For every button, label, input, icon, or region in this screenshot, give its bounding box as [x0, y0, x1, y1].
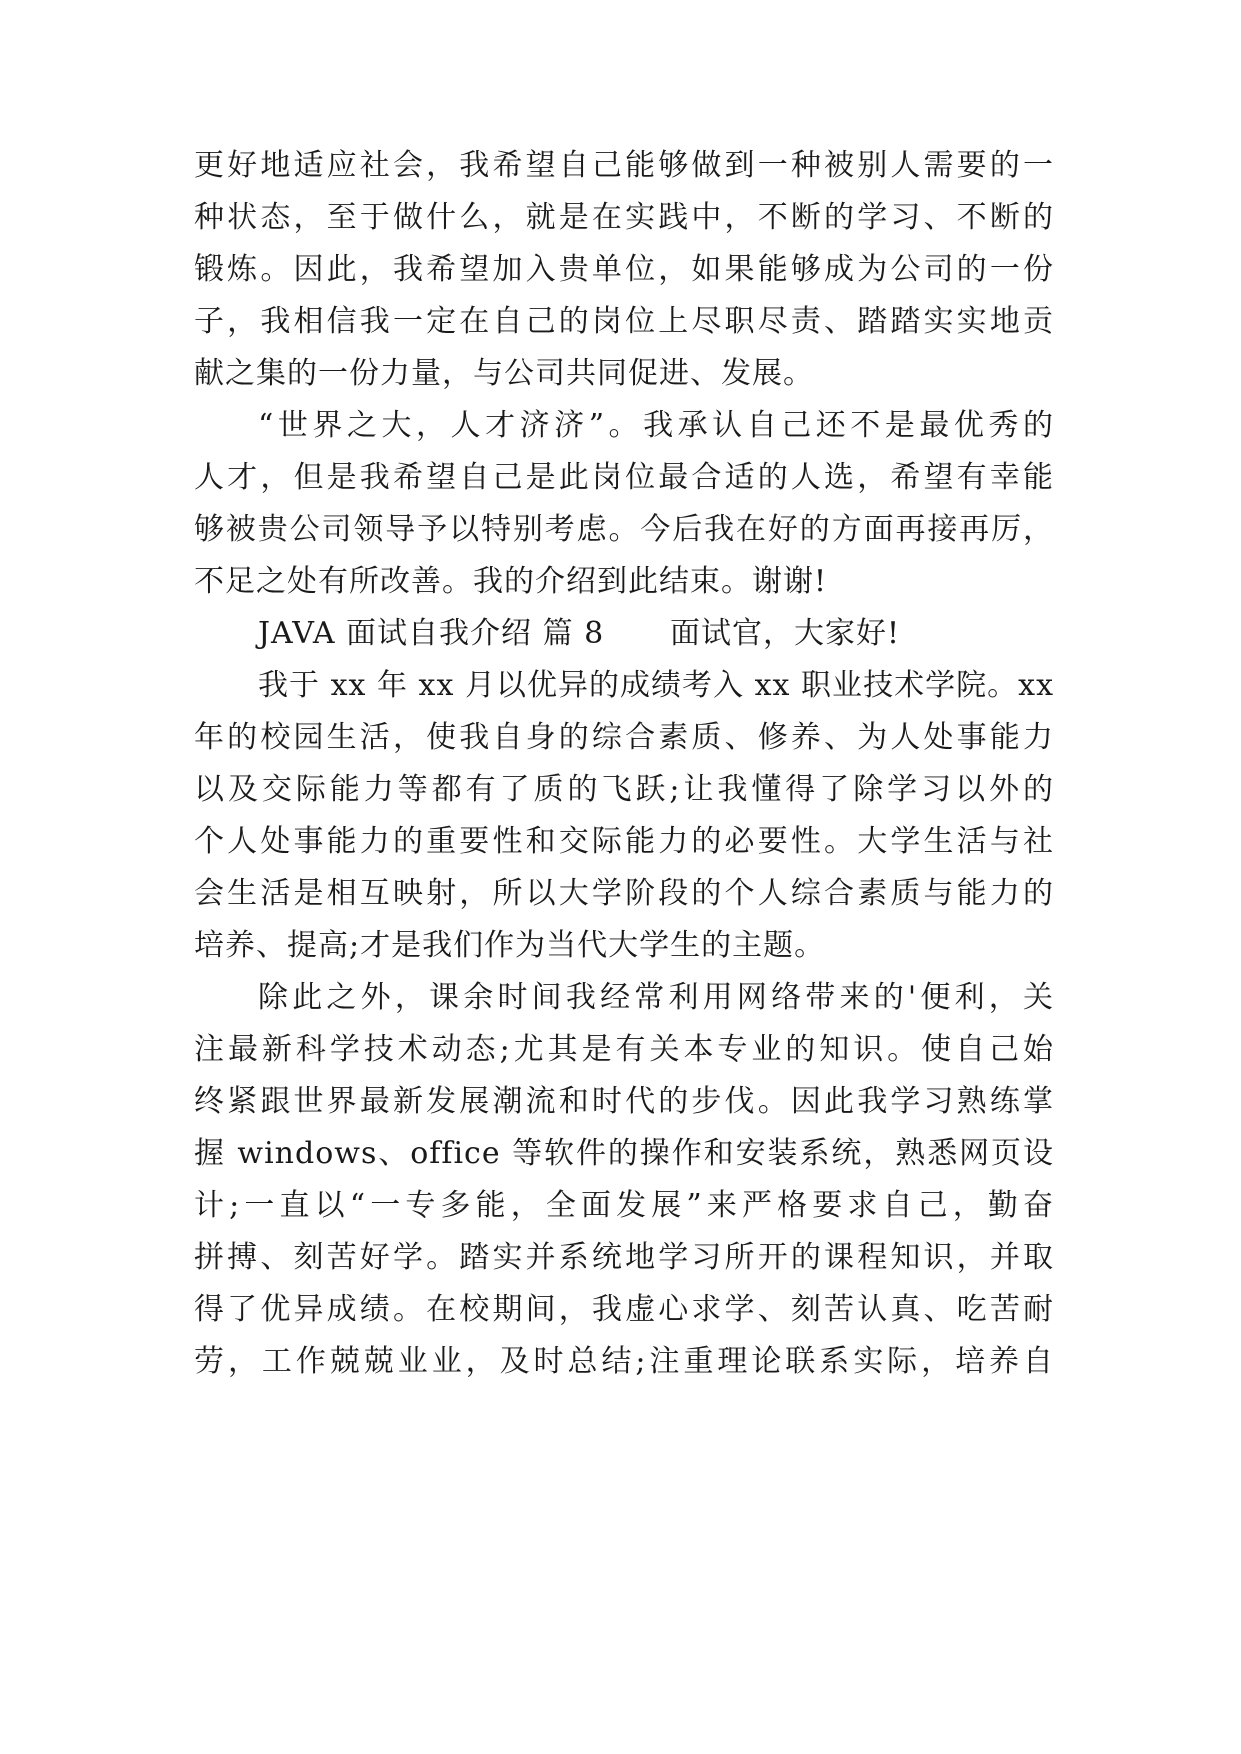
paragraph-2-line-4: 不足之处有所改善。我的介绍到此结束。谢谢! — [194, 564, 828, 599]
paragraph-2-line-3: 够被贵公司领导予以特别考虑。今后我在好的方面再接再厉， — [194, 512, 1054, 547]
paragraph-2-line-1: “世界之大，人才济济”。我承认自己还不是最优秀的 — [258, 408, 1054, 443]
paragraph-4-line-3: 终紧跟世界最新发展潮流和时代的步伐。因此我学习熟练掌 — [194, 1084, 1054, 1119]
paragraph-4-line-6: 拼搏、刻苦好学。踏实并系统地学习所开的课程知识，并取 — [194, 1240, 1054, 1275]
paragraph-3-line-5: 会生活是相互映射，所以大学阶段的个人综合素质与能力的 — [194, 876, 1054, 911]
paragraph-3-line-1: 我于 xx 年 xx 月以优异的成绩考入 xx 职业技术学院。xx — [258, 668, 1054, 703]
paragraph-1-line-4: 子，我相信我一定在自己的岗位上尽职尽责、踏踏实实地贡 — [194, 304, 1054, 339]
paragraph-3-line-4: 个人处事能力的重要性和交际能力的必要性。大学生活与社 — [194, 824, 1054, 859]
paragraph-4-line-4: 握 windows、office 等软件的操作和安装系统，熟悉网页设 — [194, 1136, 1054, 1171]
paragraph-1-line-3: 锻炼。因此，我希望加入贵单位，如果能够成为公司的一份 — [194, 252, 1054, 287]
paragraph-4-line-1: 除此之外，课余时间我经常利用网络带来的'便利，关 — [258, 980, 1054, 1015]
paragraph-4-line-8: 劳，工作兢兢业业，及时总结;注重理论联系实际，培养自 — [194, 1344, 1054, 1379]
section-greeting: 面试官，大家好! — [670, 616, 901, 651]
paragraph-2-line-2: 人才，但是我希望自己是此岗位最合适的人选，希望有幸能 — [194, 460, 1054, 495]
paragraph-3-line-6: 培养、提高;才是我们作为当代大学生的主题。 — [194, 928, 826, 963]
paragraph-1-line-1: 更好地适应社会，我希望自己能够做到一种被别人需要的一 — [194, 148, 1054, 183]
paragraph-1-line-2: 种状态，至于做什么，就是在实践中，不断的学习、不断的 — [194, 200, 1054, 235]
paragraph-3-line-2: 年的校园生活，使我自身的综合素质、修养、为人处事能力 — [194, 720, 1054, 755]
section-title: JAVA 面试自我介绍 篇 8 — [258, 616, 605, 651]
paragraph-4-line-2: 注最新科学技术动态;尤其是有关本专业的知识。使自己始 — [194, 1032, 1054, 1067]
paragraph-4-line-7: 得了优异成绩。在校期间，我虚心求学、刻苦认真、吃苦耐 — [194, 1292, 1054, 1327]
paragraph-3-line-3: 以及交际能力等都有了质的飞跃;让我懂得了除学习以外的 — [194, 772, 1054, 807]
paragraph-4-line-5: 计;一直以“一专多能，全面发展”来严格要求自己，勤奋 — [194, 1188, 1054, 1223]
paragraph-1-line-5: 献之集的一份力量，与公司共同促进、发展。 — [194, 356, 814, 391]
